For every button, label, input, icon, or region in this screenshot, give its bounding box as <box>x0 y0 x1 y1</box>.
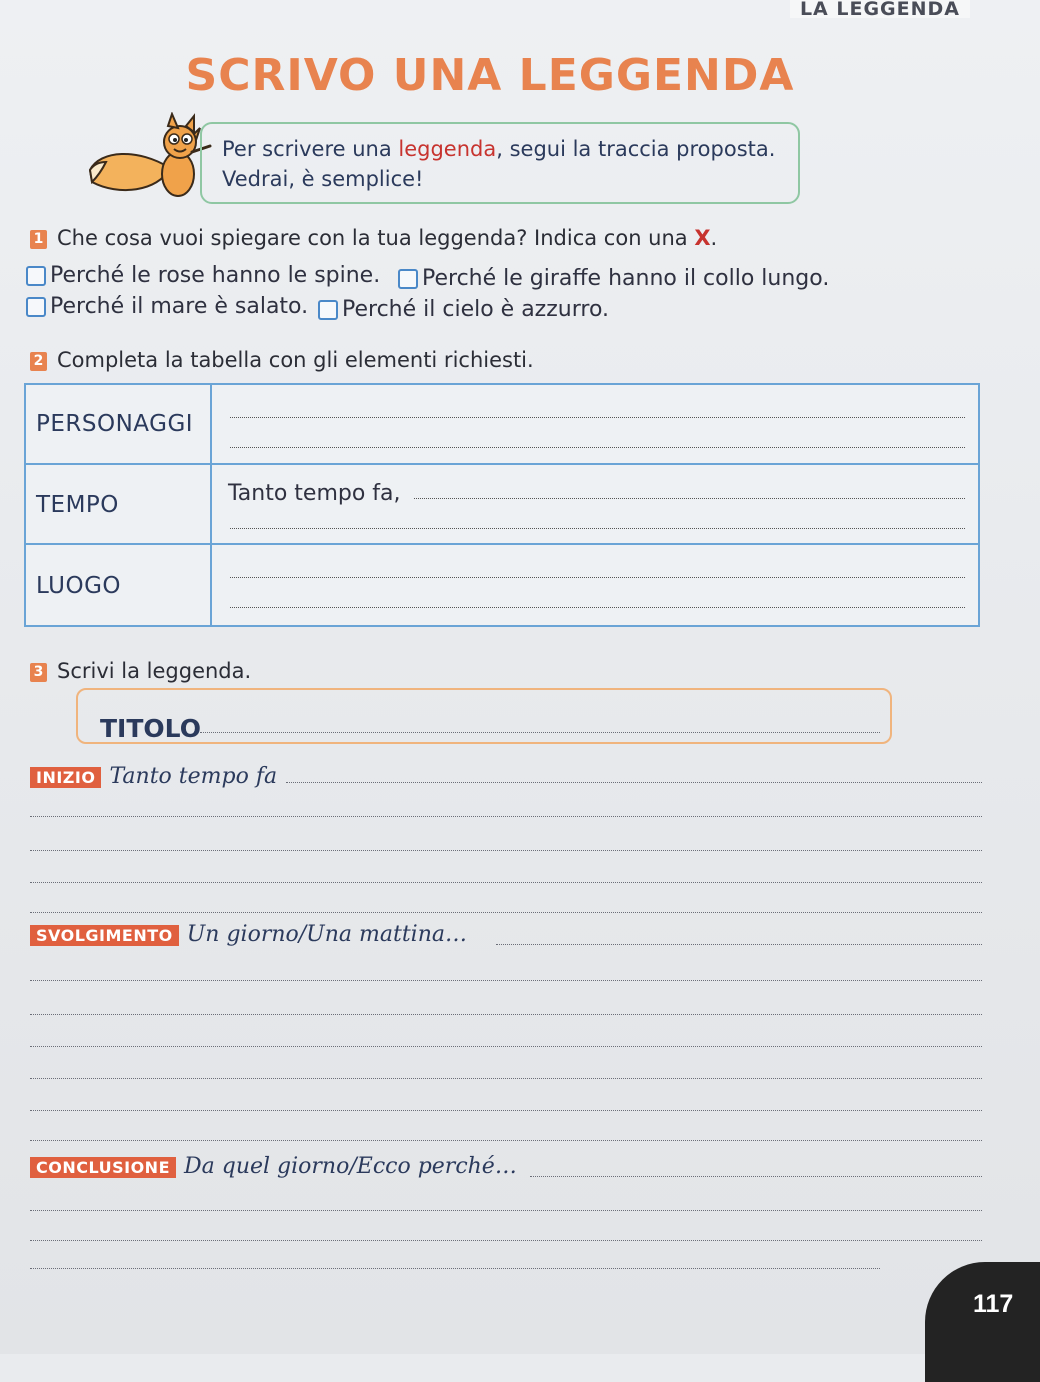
checkbox[interactable] <box>318 300 338 320</box>
row-label: TEMPO <box>26 465 212 545</box>
checkbox[interactable] <box>26 266 46 286</box>
writing-line[interactable] <box>30 1268 880 1269</box>
checkbox[interactable] <box>398 269 418 289</box>
question-number-2: 2 <box>30 352 47 371</box>
running-head: LA LEGGENDA <box>790 0 970 18</box>
question-3-text: Scrivi la leggenda. <box>57 659 252 683</box>
tempo-prefill: Tanto tempo fa, <box>228 481 401 506</box>
page-number: 117 <box>973 1290 1014 1318</box>
option-rose[interactable] <box>26 263 380 288</box>
table-row-personaggi <box>26 385 978 463</box>
section-tag: INIZIO <box>30 767 101 788</box>
intro-bubble <box>200 122 800 204</box>
section-starter: Tanto tempo fa <box>109 764 278 789</box>
intro-line-2: Vedrai, è semplice! <box>222 167 424 191</box>
section-starter: Un giorno/Una mattina… <box>186 922 467 947</box>
writing-line[interactable] <box>30 980 982 981</box>
row-label: PERSONAGGI <box>26 385 212 463</box>
section-inizio <box>30 764 277 789</box>
intro-line-1 <box>222 134 798 164</box>
option-label: Perché le rose hanno le spine. <box>50 263 381 288</box>
option-label: Perché il cielo è azzurro. <box>342 297 610 322</box>
writing-line[interactable] <box>30 1046 982 1047</box>
titolo-writing-line[interactable] <box>200 732 880 733</box>
page-title: SCRIVO UNA LEGGENDA <box>185 50 795 101</box>
page-number-badge <box>925 1262 1040 1382</box>
intro-text: Per scrivere una <box>222 137 399 161</box>
writing-line[interactable] <box>30 850 982 851</box>
writing-line[interactable] <box>30 816 982 817</box>
answer-line[interactable] <box>230 447 965 448</box>
answer-line[interactable] <box>230 417 965 418</box>
question-1-end: . <box>710 226 718 250</box>
writing-line[interactable] <box>530 1176 982 1177</box>
writing-line[interactable] <box>496 944 982 945</box>
titolo-label: TITOLO <box>100 714 201 743</box>
intro-text-end: , segui la traccia proposta. <box>496 137 776 161</box>
answer-line[interactable] <box>230 577 965 578</box>
row-label: LUOGO <box>26 545 212 627</box>
highlight-word: leggenda <box>398 137 497 161</box>
question-2 <box>30 348 534 372</box>
x-mark: X <box>694 226 711 250</box>
option-label: Perché il mare è salato. <box>50 294 309 319</box>
option-mare[interactable] <box>26 294 308 319</box>
question-2-text: Completa la tabella con gli elementi richiesti. <box>57 348 534 372</box>
table-row-luogo <box>26 543 978 627</box>
table-row-tempo <box>26 463 978 545</box>
writing-line[interactable] <box>30 912 982 913</box>
question-number-3: 3 <box>30 663 47 682</box>
writing-line[interactable] <box>30 1014 982 1015</box>
answer-line[interactable] <box>230 607 965 608</box>
section-tag: CONCLUSIONE <box>30 1157 176 1178</box>
fox-mascot-icon <box>88 112 218 202</box>
writing-line[interactable] <box>30 1240 982 1241</box>
question-1 <box>30 226 717 250</box>
answer-line[interactable] <box>414 498 965 499</box>
section-conclusione <box>30 1154 517 1179</box>
section-starter: Da quel giorno/Ecco perché… <box>184 1154 517 1179</box>
writing-line[interactable] <box>30 1210 982 1211</box>
question-number-1: 1 <box>30 230 47 249</box>
writing-line[interactable] <box>30 1110 982 1111</box>
option-giraffe[interactable] <box>398 266 829 291</box>
option-cielo[interactable] <box>318 297 609 322</box>
writing-line[interactable] <box>30 1140 982 1141</box>
story-elements-table <box>24 383 980 627</box>
section-svolgimento <box>30 922 467 947</box>
question-1-text: Che cosa vuoi spiegare con la tua leggenda? Indica con una <box>57 226 695 250</box>
answer-line[interactable] <box>230 528 965 529</box>
checkbox[interactable] <box>26 297 46 317</box>
question-3 <box>30 659 251 683</box>
writing-line[interactable] <box>30 1078 982 1079</box>
writing-line[interactable] <box>30 882 982 883</box>
writing-line[interactable] <box>286 782 982 783</box>
section-tag: SVOLGIMENTO <box>30 925 179 946</box>
option-label: Perché le giraffe hanno il collo lungo. <box>422 266 830 291</box>
